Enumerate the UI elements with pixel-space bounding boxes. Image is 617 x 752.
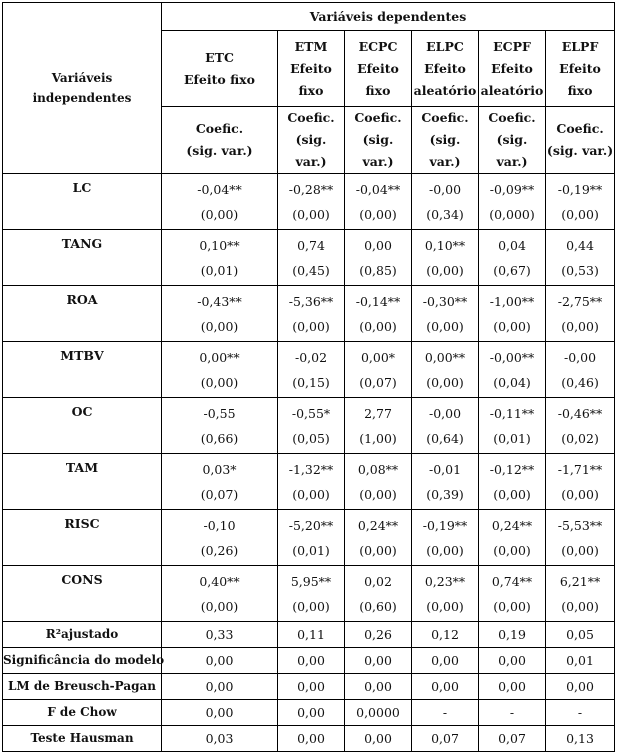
stat-value: 0,01 bbox=[546, 648, 615, 674]
dependent-variables-header: Variáveis dependentes bbox=[162, 3, 615, 31]
value-cell bbox=[412, 398, 479, 454]
row-label: OC bbox=[3, 398, 162, 454]
stat-row bbox=[3, 622, 615, 648]
table-row bbox=[3, 174, 615, 230]
significance-value: (0,85) bbox=[359, 262, 397, 278]
stat-value: 0,00 bbox=[345, 726, 412, 752]
significance-value: (0,00) bbox=[359, 486, 397, 502]
value-cell bbox=[412, 454, 479, 510]
significance-value: (0,00) bbox=[292, 206, 330, 222]
row-label: RISC bbox=[3, 510, 162, 566]
row-label: LC bbox=[3, 174, 162, 230]
stat-value: 0,03 bbox=[162, 726, 278, 752]
stat-value: 0,0000 bbox=[345, 700, 412, 726]
significance-value: (0,00) bbox=[292, 318, 330, 334]
value-cell bbox=[479, 398, 546, 454]
significance-value: (0,01) bbox=[493, 430, 531, 446]
coef-header-cell bbox=[412, 107, 479, 174]
sig-label: (sig. var.) bbox=[429, 132, 461, 169]
significance-value: (0,04) bbox=[493, 374, 531, 390]
value-cell bbox=[479, 286, 546, 342]
stat-label: Significância do modelo bbox=[3, 648, 162, 674]
value-cell bbox=[278, 566, 345, 622]
stat-value: - bbox=[546, 700, 615, 726]
coefficient-value: -1,32** bbox=[288, 461, 334, 477]
stat-row bbox=[3, 700, 615, 726]
stat-label: R²ajustado bbox=[3, 622, 162, 648]
coefficient-value: 0,40** bbox=[199, 573, 240, 589]
coef-label: Coefic. bbox=[195, 121, 244, 136]
coefficient-value: -1,71** bbox=[557, 461, 603, 477]
coefficient-value: 0,24** bbox=[357, 517, 399, 533]
significance-value: (0,00) bbox=[426, 542, 464, 558]
column-effect: Efeito fixo bbox=[184, 71, 255, 87]
table-row bbox=[3, 342, 615, 398]
row-label: ROA bbox=[3, 286, 162, 342]
value-cell bbox=[412, 286, 479, 342]
coefficient-value: -0,09** bbox=[489, 181, 535, 197]
stat-label: LM de Breusch-Pagan bbox=[3, 674, 162, 700]
coefficient-value: -0,12** bbox=[489, 461, 535, 477]
value-cell bbox=[479, 174, 546, 230]
value-cell bbox=[345, 566, 412, 622]
coefficient-value: 0,08** bbox=[357, 461, 399, 477]
table-row bbox=[3, 454, 615, 510]
regression-table bbox=[2, 2, 615, 752]
sig-label: (sig. var.) bbox=[546, 143, 614, 158]
coefficient-value: 0,23** bbox=[424, 573, 466, 589]
stat-label: Teste Hausman bbox=[3, 726, 162, 752]
value-cell bbox=[546, 342, 615, 398]
coefficient-value: 2,77 bbox=[364, 405, 392, 421]
stat-value: 0,00 bbox=[412, 648, 479, 674]
column-header-ecpc bbox=[345, 31, 412, 107]
significance-value: (0,000) bbox=[489, 206, 535, 222]
coefficient-value: -0,55 bbox=[203, 405, 236, 421]
coef-label: Coefic. bbox=[421, 110, 469, 125]
stat-value: 0,33 bbox=[162, 622, 278, 648]
value-cell bbox=[278, 398, 345, 454]
value-cell bbox=[546, 174, 615, 230]
row-label: TAM bbox=[3, 454, 162, 510]
coefficient-value: -5,36** bbox=[288, 293, 334, 309]
coefficient-value: 0,04 bbox=[498, 237, 526, 253]
stat-value: 0,00 bbox=[278, 648, 345, 674]
column-name: ECPC bbox=[358, 38, 398, 54]
value-cell bbox=[345, 286, 412, 342]
stat-value: 0,13 bbox=[546, 726, 615, 752]
value-cell bbox=[412, 342, 479, 398]
column-name: ETM bbox=[294, 38, 328, 54]
stat-row bbox=[3, 674, 615, 700]
coefficient-value: 0,44 bbox=[566, 237, 594, 253]
column-effect: Efeito fixo bbox=[357, 60, 399, 98]
coefficient-value: -0,10 bbox=[203, 517, 236, 533]
significance-value: (0,01) bbox=[292, 542, 330, 558]
independent-variables-header: Variáveis independentes bbox=[3, 3, 162, 174]
value-cell bbox=[345, 230, 412, 286]
coefficient-value: -5,20** bbox=[288, 517, 334, 533]
coefficient-value: -0,19** bbox=[557, 181, 603, 197]
significance-value: (0,66) bbox=[200, 430, 239, 446]
value-cell bbox=[479, 230, 546, 286]
significance-value: (0,05) bbox=[292, 430, 330, 446]
stat-value: 0,00 bbox=[278, 726, 345, 752]
sig-label: (sig. var.) bbox=[295, 132, 327, 169]
coefficient-value: -2,75** bbox=[557, 293, 603, 309]
coefficient-value: 0,03* bbox=[202, 461, 237, 477]
coef-label: Coefic. bbox=[488, 110, 536, 125]
value-cell bbox=[278, 286, 345, 342]
coefficient-value: 0,00* bbox=[360, 349, 396, 365]
significance-value: (0,00) bbox=[426, 262, 464, 278]
coef-header-cell bbox=[278, 107, 345, 174]
significance-value: (0,00) bbox=[426, 318, 464, 334]
coefficient-value: 0,02 bbox=[364, 573, 392, 589]
significance-value: (0,00) bbox=[200, 374, 239, 390]
significance-value: (0,26) bbox=[200, 542, 239, 558]
row-label: MTBV bbox=[3, 342, 162, 398]
significance-value: (0,00) bbox=[292, 598, 330, 614]
stat-value: 0,00 bbox=[546, 674, 615, 700]
column-name: ETC bbox=[205, 49, 234, 65]
coefficient-value: -0,11** bbox=[489, 405, 535, 421]
significance-value: (0,34) bbox=[426, 206, 464, 222]
coefficient-value: 0,00** bbox=[199, 349, 240, 365]
stat-value: 0,05 bbox=[546, 622, 615, 648]
coefficient-value: -0,02 bbox=[294, 349, 328, 365]
table-row bbox=[3, 398, 615, 454]
coefficient-value: -0,00 bbox=[428, 405, 462, 421]
significance-value: (0,45) bbox=[292, 262, 330, 278]
coefficient-value: 0,00** bbox=[424, 349, 466, 365]
value-cell bbox=[162, 286, 278, 342]
value-cell bbox=[546, 454, 615, 510]
significance-value: (0,00) bbox=[292, 486, 330, 502]
value-cell bbox=[546, 286, 615, 342]
coefficient-value: 0,10** bbox=[424, 237, 466, 253]
coef-header-cell bbox=[345, 107, 412, 174]
coef-label: Coefic. bbox=[556, 121, 604, 136]
coefficient-value: 5,95** bbox=[290, 573, 332, 589]
significance-value: (0,46) bbox=[561, 374, 599, 390]
column-name: ELPC bbox=[426, 38, 464, 54]
value-cell bbox=[546, 510, 615, 566]
value-cell bbox=[412, 174, 479, 230]
coef-header-cell bbox=[479, 107, 546, 174]
column-header-ecpf bbox=[479, 31, 546, 107]
significance-value: (0,00) bbox=[561, 206, 599, 222]
sig-label: (sig. var.) bbox=[186, 143, 253, 158]
value-cell bbox=[162, 174, 278, 230]
value-cell bbox=[278, 510, 345, 566]
significance-value: (0,00) bbox=[493, 486, 531, 502]
coefficient-value: 0,00 bbox=[364, 237, 392, 253]
significance-value: (0,64) bbox=[426, 430, 464, 446]
sig-label: (sig. var.) bbox=[496, 132, 528, 169]
stat-value: 0,00 bbox=[278, 700, 345, 726]
coefficient-value: -0,00 bbox=[564, 349, 597, 365]
sig-label: (sig. var.) bbox=[362, 132, 394, 169]
value-cell bbox=[162, 230, 278, 286]
value-cell bbox=[278, 230, 345, 286]
coefficient-value: -0,01 bbox=[428, 461, 462, 477]
stat-value: 0,19 bbox=[479, 622, 546, 648]
table-row bbox=[3, 286, 615, 342]
stat-value: - bbox=[412, 700, 479, 726]
coefficient-value: 6,21** bbox=[559, 573, 601, 589]
column-header-elpc bbox=[412, 31, 479, 107]
coefficient-value: -0,19** bbox=[422, 517, 468, 533]
significance-value: (1,00) bbox=[359, 430, 397, 446]
stat-row bbox=[3, 648, 615, 674]
coefficient-value: -0,46** bbox=[557, 405, 603, 421]
value-cell bbox=[345, 174, 412, 230]
significance-value: (0,39) bbox=[426, 486, 464, 502]
coef-label: Coefic. bbox=[287, 110, 335, 125]
significance-value: (0,00) bbox=[493, 542, 531, 558]
column-effect: Efeito fixo bbox=[290, 60, 332, 98]
column-effect: Efeito aleatório bbox=[480, 60, 544, 98]
significance-value: (0,00) bbox=[200, 598, 239, 614]
stat-value: 0,00 bbox=[479, 648, 546, 674]
value-cell bbox=[479, 510, 546, 566]
coefficient-value: -0,30** bbox=[422, 293, 468, 309]
significance-value: (0,00) bbox=[493, 318, 531, 334]
column-effect: Efeito aleatório bbox=[413, 60, 477, 98]
significance-value: (0,00) bbox=[200, 318, 239, 334]
significance-value: (0,01) bbox=[200, 262, 239, 278]
significance-value: (0,00) bbox=[359, 206, 397, 222]
value-cell bbox=[546, 398, 615, 454]
stat-value: 0,00 bbox=[345, 674, 412, 700]
row-label: CONS bbox=[3, 566, 162, 622]
stat-value: 0,00 bbox=[278, 674, 345, 700]
value-cell bbox=[479, 566, 546, 622]
coefficient-value: -0,04** bbox=[355, 181, 401, 197]
significance-value: (0,60) bbox=[359, 598, 397, 614]
stat-value: 0,00 bbox=[479, 674, 546, 700]
significance-value: (0,00) bbox=[359, 318, 397, 334]
value-cell bbox=[345, 342, 412, 398]
stat-value: 0,12 bbox=[412, 622, 479, 648]
stat-label: F de Chow bbox=[3, 700, 162, 726]
value-cell bbox=[278, 342, 345, 398]
value-cell bbox=[412, 510, 479, 566]
significance-value: (0,00) bbox=[493, 598, 531, 614]
coef-header-cell bbox=[162, 107, 278, 174]
value-cell bbox=[162, 342, 278, 398]
significance-value: (0,53) bbox=[561, 262, 599, 278]
significance-value: (0,00) bbox=[561, 318, 599, 334]
significance-value: (0,00) bbox=[200, 206, 239, 222]
significance-value: (0,00) bbox=[561, 542, 599, 558]
column-effect: Efeito fixo bbox=[559, 60, 601, 98]
coefficient-value: 0,74 bbox=[297, 237, 325, 253]
column-name: ELPF bbox=[561, 38, 599, 54]
significance-value: (0,07) bbox=[359, 374, 397, 390]
coefficient-value: -5,53** bbox=[557, 517, 603, 533]
value-cell bbox=[162, 398, 278, 454]
value-cell bbox=[412, 230, 479, 286]
value-cell bbox=[546, 230, 615, 286]
coefficient-value: 0,74** bbox=[491, 573, 533, 589]
column-header-etc bbox=[162, 31, 278, 107]
significance-value: (0,67) bbox=[493, 262, 531, 278]
significance-value: (0,00) bbox=[561, 486, 599, 502]
coefficient-value: -0,14** bbox=[355, 293, 401, 309]
stat-value: - bbox=[479, 700, 546, 726]
value-cell bbox=[546, 566, 615, 622]
stat-value: 0,00 bbox=[345, 648, 412, 674]
column-header-elpf bbox=[546, 31, 615, 107]
significance-value: (0,15) bbox=[292, 374, 330, 390]
value-cell bbox=[162, 566, 278, 622]
stat-value: 0,00 bbox=[162, 648, 278, 674]
value-cell bbox=[162, 510, 278, 566]
stat-value: 0,07 bbox=[479, 726, 546, 752]
value-cell bbox=[345, 398, 412, 454]
coefficient-value: 0,10** bbox=[199, 237, 240, 253]
coefficient-value: -0,55* bbox=[291, 405, 331, 421]
table-row bbox=[3, 230, 615, 286]
coef-label: Coefic. bbox=[354, 110, 402, 125]
significance-value: (0,00) bbox=[359, 542, 397, 558]
value-cell bbox=[479, 342, 546, 398]
stat-value: 0,00 bbox=[162, 700, 278, 726]
stat-value: 0,00 bbox=[162, 674, 278, 700]
coefficient-value: -0,04** bbox=[197, 181, 242, 197]
coef-header-cell bbox=[546, 107, 615, 174]
value-cell bbox=[278, 174, 345, 230]
column-name: ECPF bbox=[493, 38, 531, 54]
significance-value: (0,07) bbox=[200, 486, 239, 502]
value-cell bbox=[345, 510, 412, 566]
significance-value: (0,00) bbox=[426, 598, 464, 614]
stat-value: 0,07 bbox=[412, 726, 479, 752]
significance-value: (0,00) bbox=[426, 374, 464, 390]
coefficient-value: -0,00 bbox=[428, 181, 462, 197]
coefficient-value: 0,24** bbox=[491, 517, 533, 533]
value-cell bbox=[162, 454, 278, 510]
value-cell bbox=[412, 566, 479, 622]
coefficient-value: -0,43** bbox=[197, 293, 242, 309]
coefficient-value: -1,00** bbox=[489, 293, 535, 309]
stat-row bbox=[3, 726, 615, 752]
stat-value: 0,26 bbox=[345, 622, 412, 648]
table-row bbox=[3, 566, 615, 622]
significance-value: (0,02) bbox=[561, 430, 599, 446]
value-cell bbox=[278, 454, 345, 510]
table-row bbox=[3, 510, 615, 566]
value-cell bbox=[345, 454, 412, 510]
stat-value: 0,00 bbox=[412, 674, 479, 700]
column-header-etm bbox=[278, 31, 345, 107]
coefficient-value: -0,00** bbox=[489, 349, 535, 365]
value-cell bbox=[479, 454, 546, 510]
significance-value: (0,00) bbox=[561, 598, 599, 614]
row-label: TANG bbox=[3, 230, 162, 286]
stat-value: 0,11 bbox=[278, 622, 345, 648]
coefficient-value: -0,28** bbox=[288, 181, 334, 197]
